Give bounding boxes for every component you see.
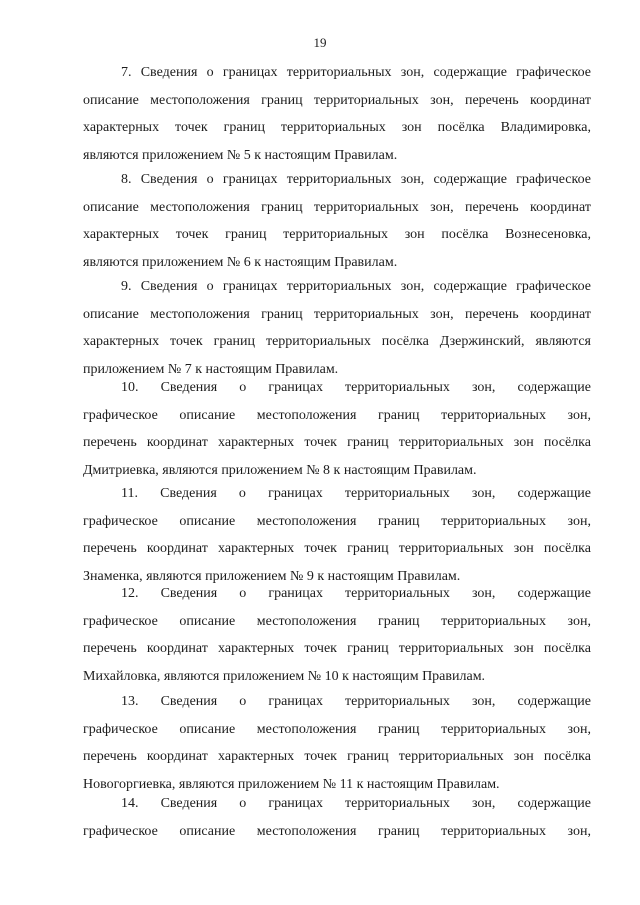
paragraph-line: графическое описание местоположения границ территориальных зон, — [83, 613, 591, 629]
paragraph-line: 7. Сведения о границах территориальных зон, содержащие графическое — [121, 65, 591, 80]
paragraph-line: 13. Сведения о границах территориальных зон, содержащие — [121, 694, 591, 709]
paragraph-line: 9. Сведения о границах территориальных зон, содержащие графическое — [121, 279, 591, 294]
paragraph-line: описание местоположения границ территориальных зон, перечень координат — [83, 306, 591, 322]
paragraph-line: перечень координат характерных точек границ территориальных зон посёлка — [83, 641, 591, 656]
paragraph-8 — [83, 166, 591, 276]
paragraph-line: описание местоположения границ территориальных зон, перечень координат — [83, 92, 591, 108]
paragraph-line: 11. Сведения о границах территориальных зон, содержащие — [121, 486, 591, 501]
paragraph-line: являются приложением № 6 к настоящим Правилам. — [83, 254, 398, 270]
paragraph-line: 10. Сведения о границах территориальных зон, содержащие — [121, 380, 591, 395]
paragraph-line: являются приложением № 5 к настоящим Правилам. — [83, 147, 398, 163]
paragraph-line: 14. Сведения о границах территориальных зон, содержащие — [121, 796, 591, 811]
paragraph-line: графическое описание местоположения границ территориальных зон, — [83, 513, 591, 529]
paragraph-line: 8. Сведения о границах территориальных зон, содержащие графическое — [121, 172, 591, 187]
paragraph-7 — [83, 59, 591, 169]
paragraph-line: Новогоргиевка, являются приложением № 11 к настоящим Правилам. — [83, 776, 500, 792]
paragraph-line: графическое описание местоположения границ территориальных зон, — [83, 721, 591, 737]
paragraph-line: характерных точек границ территориальных посёлка Дзержинский, являются — [83, 334, 591, 349]
paragraph-13 — [83, 688, 591, 798]
paragraph-11 — [83, 480, 591, 590]
paragraph-line: Знаменка, являются приложением № 9 к настоящим Правилам. — [83, 568, 461, 584]
paragraph-line: графическое описание местоположения границ территориальных зон, — [83, 823, 591, 839]
paragraph-line: графическое описание местоположения границ территориальных зон, — [83, 407, 591, 423]
paragraph-line: перечень координат характерных точек границ территориальных зон посёлка — [83, 435, 591, 450]
paragraph-9 — [83, 273, 591, 383]
paragraph-line: характерных точек границ территориальных зон посёлка Владимировка, — [83, 120, 591, 135]
paragraph-line: 12. Сведения о границах территориальных зон, содержащие — [121, 586, 591, 601]
paragraph-12 — [83, 580, 591, 690]
paragraph-line: перечень координат характерных точек границ территориальных зон посёлка — [83, 541, 591, 556]
paragraph-10 — [83, 374, 591, 484]
paragraph-14 — [83, 790, 591, 845]
paragraph-line: характерных точек границ территориальных зон посёлка Вознесеновка, — [83, 227, 591, 242]
paragraph-line: перечень координат характерных точек границ территориальных зон посёлка — [83, 749, 591, 764]
page-number: 19 — [313, 35, 327, 50]
paragraph-line: Михайловка, являются приложением № 10 к настоящим Правилам. — [83, 668, 486, 684]
paragraph-line: описание местоположения границ территориальных зон, перечень координат — [83, 199, 591, 215]
paragraph-line: Дмитриевка, являются приложением № 8 к настоящим Правилам. — [83, 462, 477, 478]
paragraph-line: приложением № 7 к настоящим Правилам. — [83, 361, 339, 377]
